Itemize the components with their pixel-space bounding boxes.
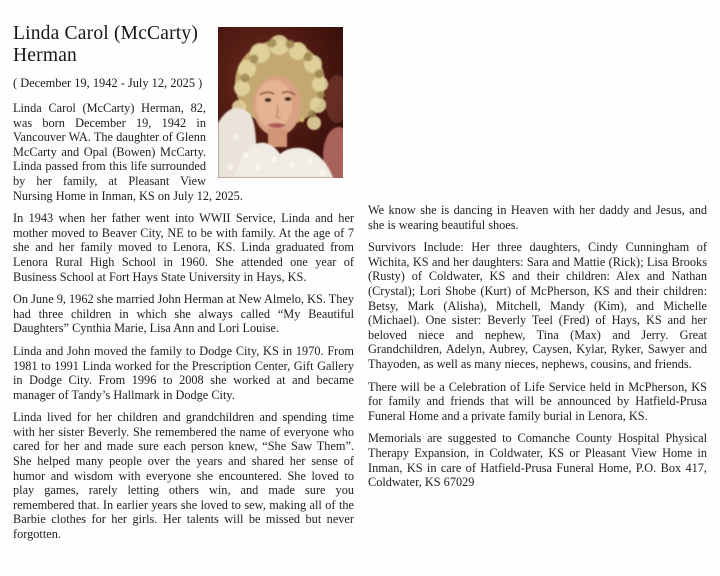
heaven-paragraph: We know she is dancing in Heaven with her daddy and Jesus, and she is wearing beautiful shoes. [368, 203, 707, 232]
service-paragraph: There will be a Celebration of Life Service held in McPherson, KS for family and friends that will be announced by Hatfield-Prusa Funeral Home and a private family burial in Lenora, KS. [368, 379, 707, 423]
deceased-name: Linda Carol (McCarty) Herman [13, 23, 199, 66]
life-dates: ( December 19, 1942 - July 12, 2025 ) [13, 76, 203, 90]
portrait-photo [218, 27, 343, 178]
career-paragraph: Linda and John moved the family to Dodge City, KS in 1970. From 1981 to 1991 Linda worked for the Prescription Center, Gift Gallery in Dodge City. From 1996 to 2008 she worked at and became manager of Tandy’s Hallmark in Dodge City. [13, 343, 354, 402]
survivors-paragraph: Survivors Include: Her three daughters, Cindy Cunningham of Wichita, KS and her daughters: Sara and Mattie (Rick); Lisa Brooks (Rusty) of Coldwater, KS and their children: Alex and Nathan (Crystal); Lori Shobe (Kurt) of McPherson, KS and their children: Betsy, Mark (Alisha), Mitchell, Mandy (Kim), and Michelle (Michael). One sister: Beverly Teel (Fred) of Hays, KS and her beloved niece and nephew, Tina (Max) and Jerry. Great Grandchildren, Adelyn, Aubrey, Caysen, Kylar, Ryker, Sawyer and Thayoden, as well as many nieces, nephews, cousins, and friends. [368, 240, 707, 371]
personal-life-paragraph: Linda lived for her children and grandchildren and spending time with her sister Beverly. She remembered the name of everyone who cared for her and made sure each person knew, “She Saw Them”. She helped many people over the years and shared her sense of humor and wisdom with everyone she encountered. She loved to play games, rarely letting others win, and made sure you remembered that. In earlier years she loved to sew, making all of the Barbie clothes for her girls. Her talents will be missed but never forgotten. [13, 410, 354, 542]
memorials-paragraph: Memorials are suggested to Comanche County Hospital Physical Therapy Expansion, in Coldwater, KS or Pleasant View Home in Inman, KS in care of Hatfield-Prusa Funeral Home, P.O. Box 417, Coldwater, KS 67029 [368, 431, 707, 490]
early-life-paragraph: In 1943 when her father went into WWII Service, Linda and her mother moved to Beaver City, NE to be with family. At the age of 7 she and her family moved to Lenora, KS. Linda graduated from Lenora Rural High School in 1960. She attended one year of Business School at Fort Hays State University in Hays, KS. [13, 211, 354, 284]
marriage-paragraph: On June 9, 1962 she married John Herman at New Almelo, KS. They had three children in which she always called “My Beautiful Daughters” Cynthia Marie, Lisa Ann and Lori Louise. [13, 292, 354, 336]
portrait-illustration [218, 27, 343, 178]
right-column [368, 203, 707, 490]
intro-paragraph: Linda Carol (McCarty) Herman, 82, was born December 19, 1942 in Vancouver WA. The daughter of Glenn McCarty and Opal (Bowen) McCarty. Linda passed from this life surrounded by her family, at Pleasant View Nursing Home in Inman, KS on July 12, 2025. [13, 101, 243, 203]
left-column [13, 23, 354, 542]
